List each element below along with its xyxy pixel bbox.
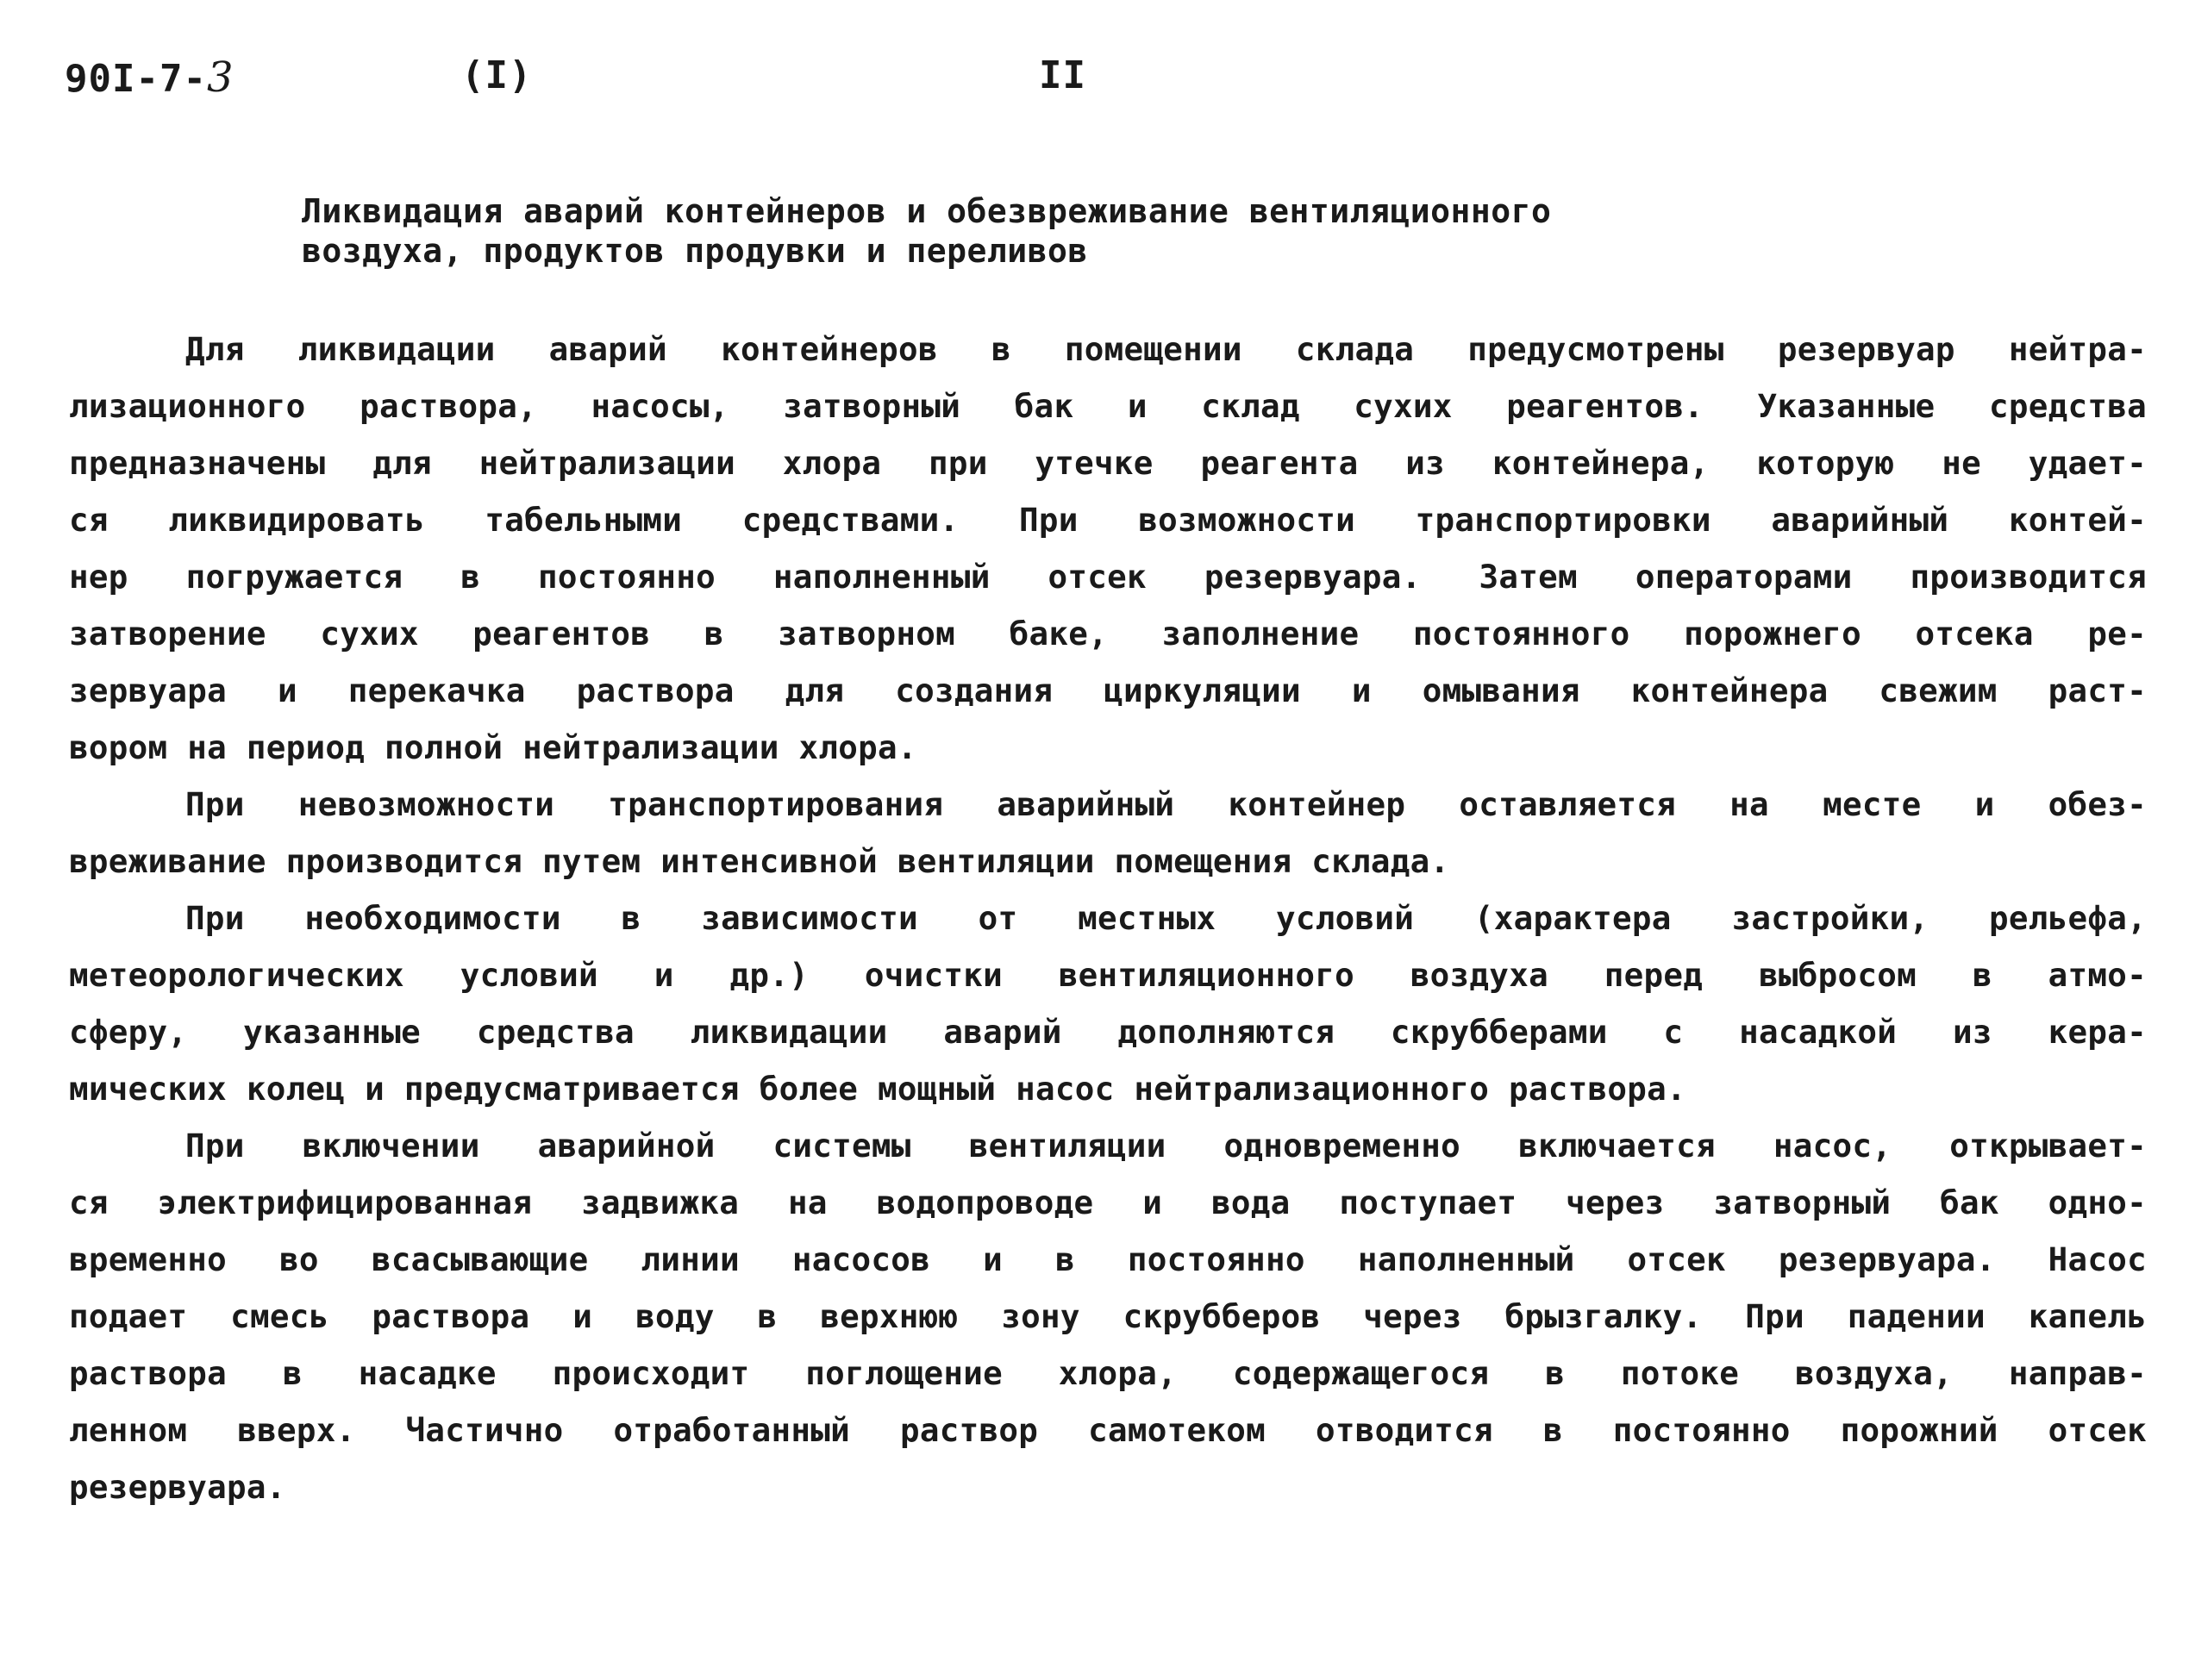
text-line: раствора в насадке происходит поглощение хлора, содержащегося в потоке воздуха, направ- xyxy=(69,1354,2147,1392)
section-title xyxy=(302,191,1854,271)
text-line: При необходимости в зависимости от местных условий (характера застройки, рельефа, xyxy=(185,899,2147,937)
text-line: мических колец и предусматривается более мощный насос нейтрализационного раствора. xyxy=(69,1070,1686,1108)
section-title-line: Ликвидация аварий контейнеров и обезвреживание вентиляционного xyxy=(302,192,1552,230)
page-number: II xyxy=(1039,53,1086,97)
text-line: Для ликвидации аварий контейнеров в помещении склада предусмотрены резервуар нейтра- xyxy=(185,330,2147,368)
document-code-text: 90I-7- xyxy=(65,57,207,101)
text-line: вреживание производится путем интенсивной вентиляции помещения склада. xyxy=(69,842,1450,880)
text-line: сферу, указанные средства ликвидации аварий дополняются скрубберами с насадкой из кера- xyxy=(69,1013,2147,1051)
text-line: резервуара. xyxy=(69,1468,286,1506)
paragraph-3 xyxy=(69,890,2147,1117)
paragraph-4 xyxy=(69,1117,2147,1515)
text-line: метеорологических условий и др.) очистки вентиляционного воздуха перед выбросом в атмо- xyxy=(69,956,2147,994)
section-title-line: воздуха, продуктов продувки и переливов xyxy=(302,232,1088,270)
text-line: ленном вверх. Частично отработанный раствор самотеком отводится в постоянно порожний отсек xyxy=(69,1411,2147,1449)
text-line: При невозможности транспортирования аварийный контейнер оставляется на месте и обез- xyxy=(185,785,2147,823)
text-line: зервуара и перекачка раствора для создания циркуляции и омывания контейнера свежим раст- xyxy=(69,671,2147,709)
text-line: вором на период полной нейтрализации хлора. xyxy=(69,728,917,766)
body-text xyxy=(69,321,2147,1515)
text-line: временно во всасывающие линии насосов и в постоянно наполненный отсек резервуара. Насос xyxy=(69,1240,2147,1278)
text-line: предназначены для нейтрализации хлора при утечке реагента из контейнера, которую не удает- xyxy=(69,444,2147,482)
text-line: ся ликвидировать табельными средствами. При возможности транспортировки аварийный контей- xyxy=(69,501,2147,539)
text-line: подает смесь раствора и воду в верхнюю зону скрубберов через брызгалку. При падении капель xyxy=(69,1297,2147,1335)
text-line: ся электрифицированная задвижка на водопроводе и вода поступает через затворный бак одно- xyxy=(69,1183,2147,1221)
text-line: затворение сухих реагентов в затворном баке, заполнение постоянного порожнего отсека ре- xyxy=(69,615,2147,653)
text-line: При включении аварийной системы вентиляции одновременно включается насос, открывает- xyxy=(185,1127,2147,1165)
document-code-handwritten: 3 xyxy=(206,53,235,102)
paragraph-1 xyxy=(69,321,2147,776)
sheet-number: (I) xyxy=(461,53,533,97)
text-line: лизационного раствора, насосы, затворный бак и склад сухих реагентов. Указанные средства xyxy=(69,387,2147,425)
paragraph-2 xyxy=(69,776,2147,890)
text-line: нер погружается в постоянно наполненный отсек резервуара. Затем операторами производится xyxy=(69,558,2147,596)
document-code xyxy=(65,53,235,102)
